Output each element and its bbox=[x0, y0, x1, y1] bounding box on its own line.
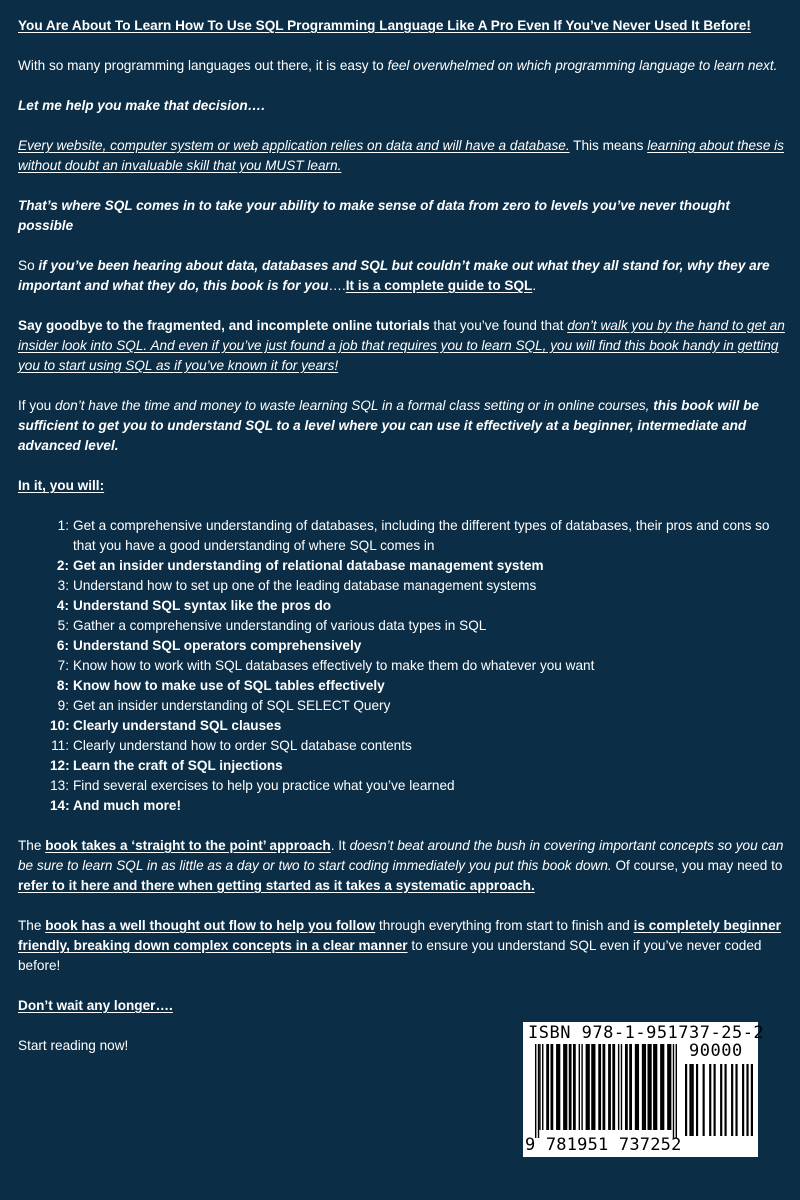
barcode-bar bbox=[660, 1044, 664, 1130]
barcode-bar bbox=[625, 1044, 628, 1130]
list-item: 5: Gather a comprehensive understanding of various data types in SQL bbox=[57, 618, 487, 633]
decision-paragraph: Let me help you make that decision…. bbox=[18, 98, 266, 113]
barcode-bar bbox=[535, 1044, 536, 1138]
barcode-bar bbox=[635, 1044, 639, 1130]
flow-paragraph: The book has a well thought out flow to help you follow through everything from start to finish and is completely beginner friendly, breaking down complex concepts in a clear manner to ensure you understand SQL even if you’ve never coded before! bbox=[18, 918, 781, 973]
approach-paragraph: The book takes a ‘straight to the point’ approach. It doesn’t beat around the bush in covering important concepts so you can be sure to learn SQL in as little as a day or two to start coding immediately you put this book down. Of course, you may need to refer to it here and there when getting started as it takes a systematic approach. bbox=[18, 838, 784, 893]
barcode-bar bbox=[642, 1044, 646, 1130]
barcode-bar bbox=[724, 1064, 726, 1136]
heading: You Are About To Learn How To Use SQL Programming Language Like A Pro Even If You’ve Never Used It Before! bbox=[18, 18, 751, 33]
barcode-bar bbox=[621, 1044, 622, 1130]
isbn-barcode bbox=[523, 1022, 765, 1157]
barcode-bar bbox=[720, 1064, 722, 1136]
barcode-bar bbox=[629, 1044, 632, 1130]
approach-emphasis: book takes a ‘straight to the point’ approach bbox=[45, 838, 331, 853]
barcode-bar bbox=[550, 1044, 553, 1130]
flow-emphasis: book has a well thought out flow to help you follow bbox=[45, 918, 376, 933]
barcode-bar bbox=[685, 1064, 687, 1136]
tutorials-paragraph bbox=[18, 316, 788, 376]
barcode-bar bbox=[673, 1044, 674, 1138]
list-item: 4: Understand SQL syntax like the pros do bbox=[56, 598, 332, 613]
barcode-bar bbox=[746, 1064, 748, 1136]
barcode-bar bbox=[591, 1044, 595, 1130]
barcode-bar bbox=[563, 1044, 567, 1130]
list-item: 10: Clearly understand SQL clauses bbox=[50, 718, 282, 733]
tutorials-lead: Say goodbye to the fragmented, and incomplete online tutorials bbox=[18, 318, 430, 333]
barcode-bar bbox=[731, 1064, 733, 1136]
back-cover-text bbox=[18, 16, 788, 1076]
barcode-bar bbox=[647, 1044, 651, 1130]
barcode-bar bbox=[542, 1044, 543, 1130]
list-item: 2: Get an insider understanding of relational database management system bbox=[56, 558, 544, 573]
audience-emphasis: if you’ve been hearing about data, databases and SQL but couldn’t make out what they all stand for, why they are important and what they do, this book is for you bbox=[18, 258, 770, 293]
list-heading: In it, you will: bbox=[18, 478, 105, 493]
approach-italic: doesn’t beat around the bush in covering important concepts so you can be sure to learn SQL in as little as a day or two to start coding immediately you put this book down. bbox=[18, 838, 784, 873]
barcode-bar bbox=[546, 1044, 549, 1130]
ean-digits: 9 781951 737252 bbox=[525, 1135, 682, 1155]
barcode-bar bbox=[573, 1044, 576, 1130]
barcode-bar bbox=[598, 1044, 601, 1130]
list-item: 13: Find several exercises to help you practice what you’ve learned bbox=[50, 778, 455, 793]
barcode-bar bbox=[653, 1044, 657, 1130]
barcode-bar bbox=[579, 1044, 580, 1130]
barcode-bar bbox=[703, 1064, 705, 1136]
audience-lead: So bbox=[18, 258, 39, 273]
barcode-bar bbox=[608, 1044, 611, 1130]
start-reading: Start reading now! bbox=[18, 1038, 129, 1053]
barcode-bar bbox=[742, 1064, 744, 1136]
audience-end: . bbox=[532, 278, 537, 293]
audience-ellipsis: …. bbox=[328, 278, 346, 293]
dont-wait: Don’t wait any longer…. bbox=[18, 998, 173, 1013]
database-connector: This means bbox=[569, 138, 648, 153]
barcode-bar bbox=[735, 1064, 737, 1136]
barcode-bar bbox=[689, 1064, 691, 1136]
barcode-bar bbox=[692, 1064, 694, 1136]
time-emphasis: don’t have the time and money to waste learning SQL in a formal class setting or in online courses, bbox=[55, 398, 654, 413]
database-skill: learning about these is without doubt an invaluable skill that you MUST learn. bbox=[18, 138, 784, 173]
barcode-bar bbox=[667, 1044, 671, 1130]
complete-guide: It is a complete guide to SQL bbox=[345, 278, 533, 293]
barcode-bar bbox=[602, 1044, 605, 1130]
list-item: 1: Get a comprehensive understanding of databases, including the different types of databases, their pros and cons so that you have a good understanding of where SQL comes in bbox=[57, 518, 770, 553]
intro-emphasis: feel overwhelmed on which programming language to learn next. bbox=[387, 58, 778, 73]
intro-paragraph bbox=[18, 56, 788, 76]
barcode-bar bbox=[581, 1044, 582, 1130]
database-paragraph bbox=[18, 136, 788, 176]
list-item: 9: Get an insider understanding of SQL SELECT Query bbox=[57, 698, 391, 713]
list-item: 3: Understand how to set up one of the leading database management systems bbox=[57, 578, 537, 593]
barcode-bar bbox=[709, 1064, 711, 1136]
barcode-bar bbox=[676, 1044, 677, 1138]
time-strong: this book will be sufficient to get you to understand SQL to a level where you can use it effectively at a beginner, intermediate and advanced level. bbox=[18, 398, 759, 453]
approach-reference: refer to it here and there when getting started as it takes a systematic approach. bbox=[18, 878, 535, 893]
list-item: 14: And much more! bbox=[50, 798, 181, 813]
barcode-bar bbox=[586, 1044, 590, 1130]
barcode-bar bbox=[538, 1044, 539, 1138]
time-paragraph bbox=[18, 396, 788, 456]
list-item: 7: Know how to work with SQL databases effectively to make them do whatever you want bbox=[57, 658, 595, 673]
barcode-bar bbox=[539, 1044, 540, 1130]
barcode-bar bbox=[751, 1064, 753, 1136]
tutorials-connector: that you’ve found that bbox=[429, 318, 568, 333]
barcode-bar bbox=[714, 1064, 716, 1136]
list-item: 6: Understand SQL operators comprehensively bbox=[56, 638, 362, 653]
intro-text: With so many programming languages out there, it is easy to bbox=[18, 58, 388, 73]
tutorials-emphasis: don’t walk you by the hand to get an insider look into SQL. And even if you’ve just found a job that requires you to learn SQL, you will find this book handy in getting you to start using SQL as if you’ve known it for years! bbox=[18, 318, 785, 373]
time-lead: If you bbox=[18, 398, 56, 413]
list-item: 12: Learn the craft of SQL injections bbox=[50, 758, 283, 773]
list-item: 8: Know how to make use of SQL tables effectively bbox=[56, 678, 385, 693]
feature-list bbox=[18, 516, 788, 816]
barcode-bar bbox=[696, 1064, 698, 1136]
sql-paragraph: That’s where SQL comes in to take your ability to make sense of data from zero to levels you’ve never thought possible bbox=[18, 198, 730, 233]
barcode-bar bbox=[618, 1044, 619, 1130]
isbn-label: ISBN 978-1-951737-25-2 bbox=[528, 1023, 765, 1043]
barcode-bar bbox=[612, 1044, 615, 1130]
barcode-bar bbox=[569, 1044, 572, 1130]
database-claim: Every website, computer system or web application relies on data and will have a database. bbox=[18, 138, 570, 153]
barcode-bar bbox=[556, 1044, 560, 1130]
price-code: 90000 bbox=[689, 1041, 743, 1061]
beginner-friendly: is completely beginner friendly, breaking down complex concepts in a clear manner bbox=[18, 918, 781, 953]
audience-paragraph bbox=[18, 256, 788, 296]
list-item: 11: Clearly understand how to order SQL database contents bbox=[51, 738, 412, 753]
